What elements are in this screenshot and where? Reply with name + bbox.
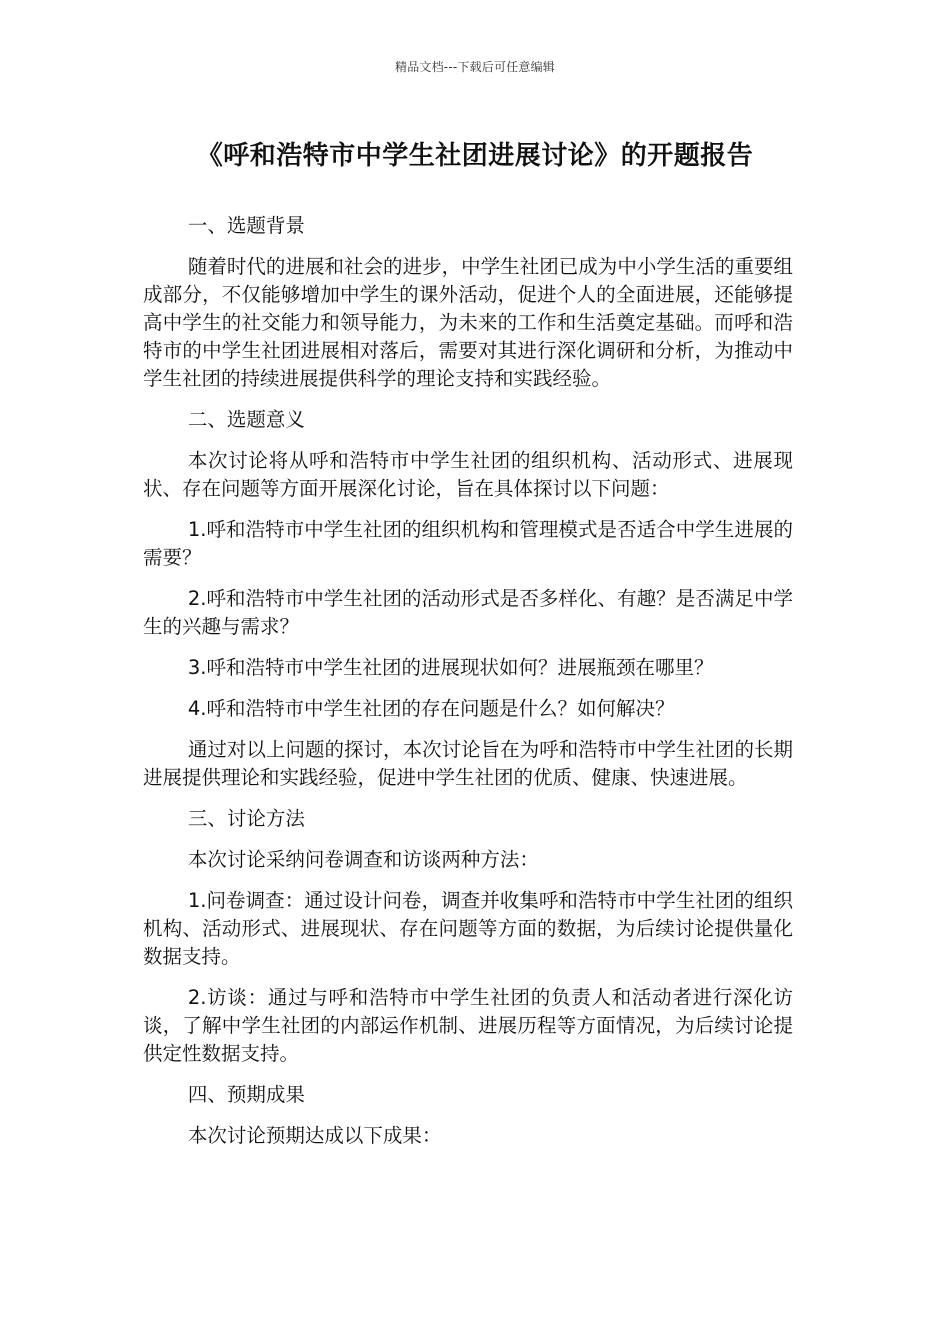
paragraph-methods-intro: 本次讨论采纳问卷调查和访谈两种方法： — [187, 848, 539, 871]
section-heading-methods: 三、讨论方法 — [187, 807, 305, 830]
section-heading-significance: 二、选题意义 — [187, 408, 305, 431]
section-heading-outcomes: 四、预期成果 — [187, 1083, 305, 1106]
document-title: 《呼和浩特市中学生社团进展讨论》的开题报告 — [196, 141, 754, 171]
question-item-1: 1.呼和浩特市中学生社团的组织机构和管理模式是否适合中学生进展的需要？ — [143, 518, 793, 569]
question-item-4: 4.呼和浩特市中学生社团的存在问题是什么？如何解决？ — [187, 697, 675, 720]
paragraph-outcomes-intro: 本次讨论预期达成以下成果： — [187, 1124, 442, 1147]
paragraph-significance-summary: 通过对以上问题的探讨，本次讨论旨在为呼和浩特市中学生社团的长期进展提供理论和实践经验，促进中学生社团的优质、健康、快速进展。 — [143, 738, 793, 789]
section-heading-background: 一、选题背景 — [187, 214, 305, 237]
document-body — [143, 212, 793, 1163]
paragraph-significance-intro: 本次讨论将从呼和浩特市中学生社团的组织机构、活动形式、进展现状、存在问题等方面开展深化讨论，旨在具体探讨以下问题： — [143, 449, 793, 500]
header-note: 精品文档---下载后可任意编辑 — [395, 60, 555, 74]
method-item-interview: 2.访谈：通过与呼和浩特市中学生社团的负责人和活动者进行深化访谈，了解中学生社团的内部运作机制、进展历程等方面情况，为后续讨论提供定性数据支持。 — [143, 986, 793, 1065]
paragraph-background: 随着时代的进展和社会的进步，中学生社团已成为中小学生活的重要组成部分，不仅能够增加中学生的课外活动，促进个人的全面进展，还能够提高中学生的社交能力和领导能力，为未来的工作和生活奠定基础。而呼和浩特市的中学生社团进展相对落后，需要对其进行深化调研和分析，为推动中学生社团的持续进展提供科学的理论支持和实践经验。 — [143, 255, 793, 390]
question-item-3: 3.呼和浩特市中学生社团的进展现状如何？进展瓶颈在哪里？ — [187, 656, 714, 679]
question-item-2: 2.呼和浩特市中学生社团的活动形式是否多样化、有趣？是否满足中学生的兴趣与需求？ — [143, 587, 793, 638]
method-item-questionnaire: 1.问卷调查：通过设计问卷，调查并收集呼和浩特市中学生社团的组织机构、活动形式、进展现状、存在问题等方面的数据，为后续讨论提供量化数据支持。 — [143, 889, 793, 968]
